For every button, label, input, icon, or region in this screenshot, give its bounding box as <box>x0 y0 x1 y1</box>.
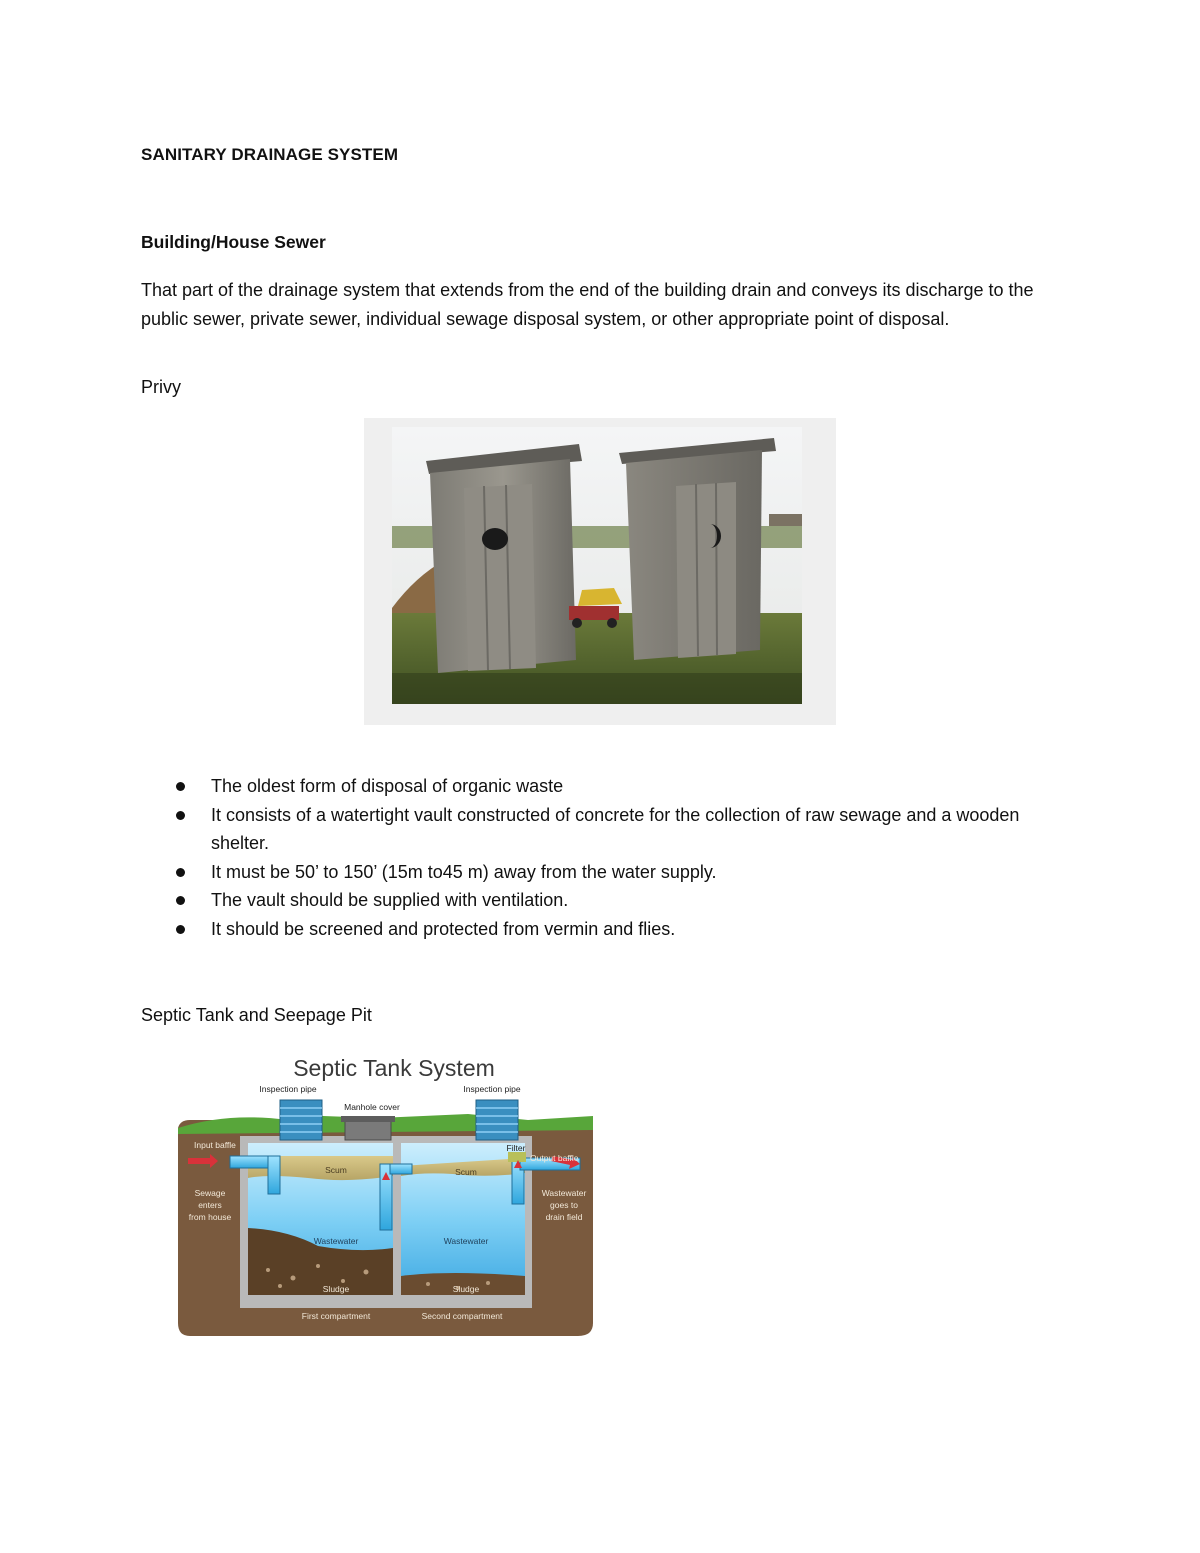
list-item <box>172 772 1072 801</box>
scum-right-label: Scum <box>455 1167 477 1177</box>
privy-photo <box>364 418 836 725</box>
wastewater-goes-line3: drain field <box>545 1212 583 1222</box>
section-paragraph: That part of the drainage system that extends from the end of the building drain and conveys its discharge to the public sewer, private sewer, individual sewage disposal system, or other appropriate point of disposal. <box>141 280 1034 329</box>
privy-label: Privy <box>141 377 181 397</box>
section-heading-building-sewer: Building/House Sewer <box>141 232 326 252</box>
sewage-enters-line2: enters <box>198 1200 222 1210</box>
privy-bullet-list <box>172 772 1072 943</box>
wastewater-left-label: Wastewater <box>313 1236 359 1246</box>
list-item-text: The oldest form of disposal of organic waste <box>211 776 564 796</box>
bullet-icon <box>176 811 185 820</box>
inspection-pipe-left-label: Inspection pipe <box>259 1084 317 1094</box>
wastewater-goes-line1: Wastewater <box>541 1188 587 1198</box>
septic-label: Septic Tank and Seepage Pit <box>141 1005 372 1025</box>
sewage-enters-line1: Sewage <box>194 1188 226 1198</box>
list-item-text: The vault should be supplied with ventilation. <box>211 890 569 910</box>
list-item <box>172 801 1072 858</box>
list-item-text: It must be 50’ to 150’ (15m to45 m) away from the water supply. <box>211 861 717 882</box>
list-item <box>172 858 1072 887</box>
input-baffle-label: Input baffle <box>194 1140 236 1150</box>
bullet-icon <box>176 925 185 934</box>
privy-photo-frame <box>364 418 836 725</box>
wastewater-right-label: Wastewater <box>443 1236 489 1246</box>
page-title: SANITARY DRAINAGE SYSTEM <box>141 145 399 164</box>
septic-tank-diagram <box>168 1048 598 1343</box>
list-item <box>172 915 1072 944</box>
list-item-text: It consists of a watertight vault constructed of concrete for the collection of raw sewage and a wooden shelter. <box>211 804 1020 853</box>
scum-left-label: Scum <box>325 1165 347 1175</box>
sludge-left-label: Sludge <box>322 1284 350 1294</box>
sludge-right-label: Sludge <box>452 1284 480 1294</box>
second-compartment-label: Second compartment <box>421 1311 503 1321</box>
list-item-text: It should be screened and protected from vermin and flies. <box>211 918 676 939</box>
list-item <box>172 886 1072 915</box>
bullet-icon <box>176 782 185 791</box>
filter-label: Filter <box>506 1143 526 1153</box>
diagram-title: Septic Tank System <box>293 1055 495 1081</box>
bullet-icon <box>176 868 185 877</box>
sewage-enters-line3: from house <box>188 1212 232 1222</box>
wastewater-goes-line2: goes to <box>550 1200 578 1210</box>
inspection-pipe-right-label: Inspection pipe <box>463 1084 521 1094</box>
manhole-cover-label: Manhole cover <box>344 1102 400 1112</box>
output-baffle-label: Output baffle <box>530 1153 579 1163</box>
first-compartment-label: First compartment <box>301 1311 371 1321</box>
bullet-icon <box>176 896 185 905</box>
